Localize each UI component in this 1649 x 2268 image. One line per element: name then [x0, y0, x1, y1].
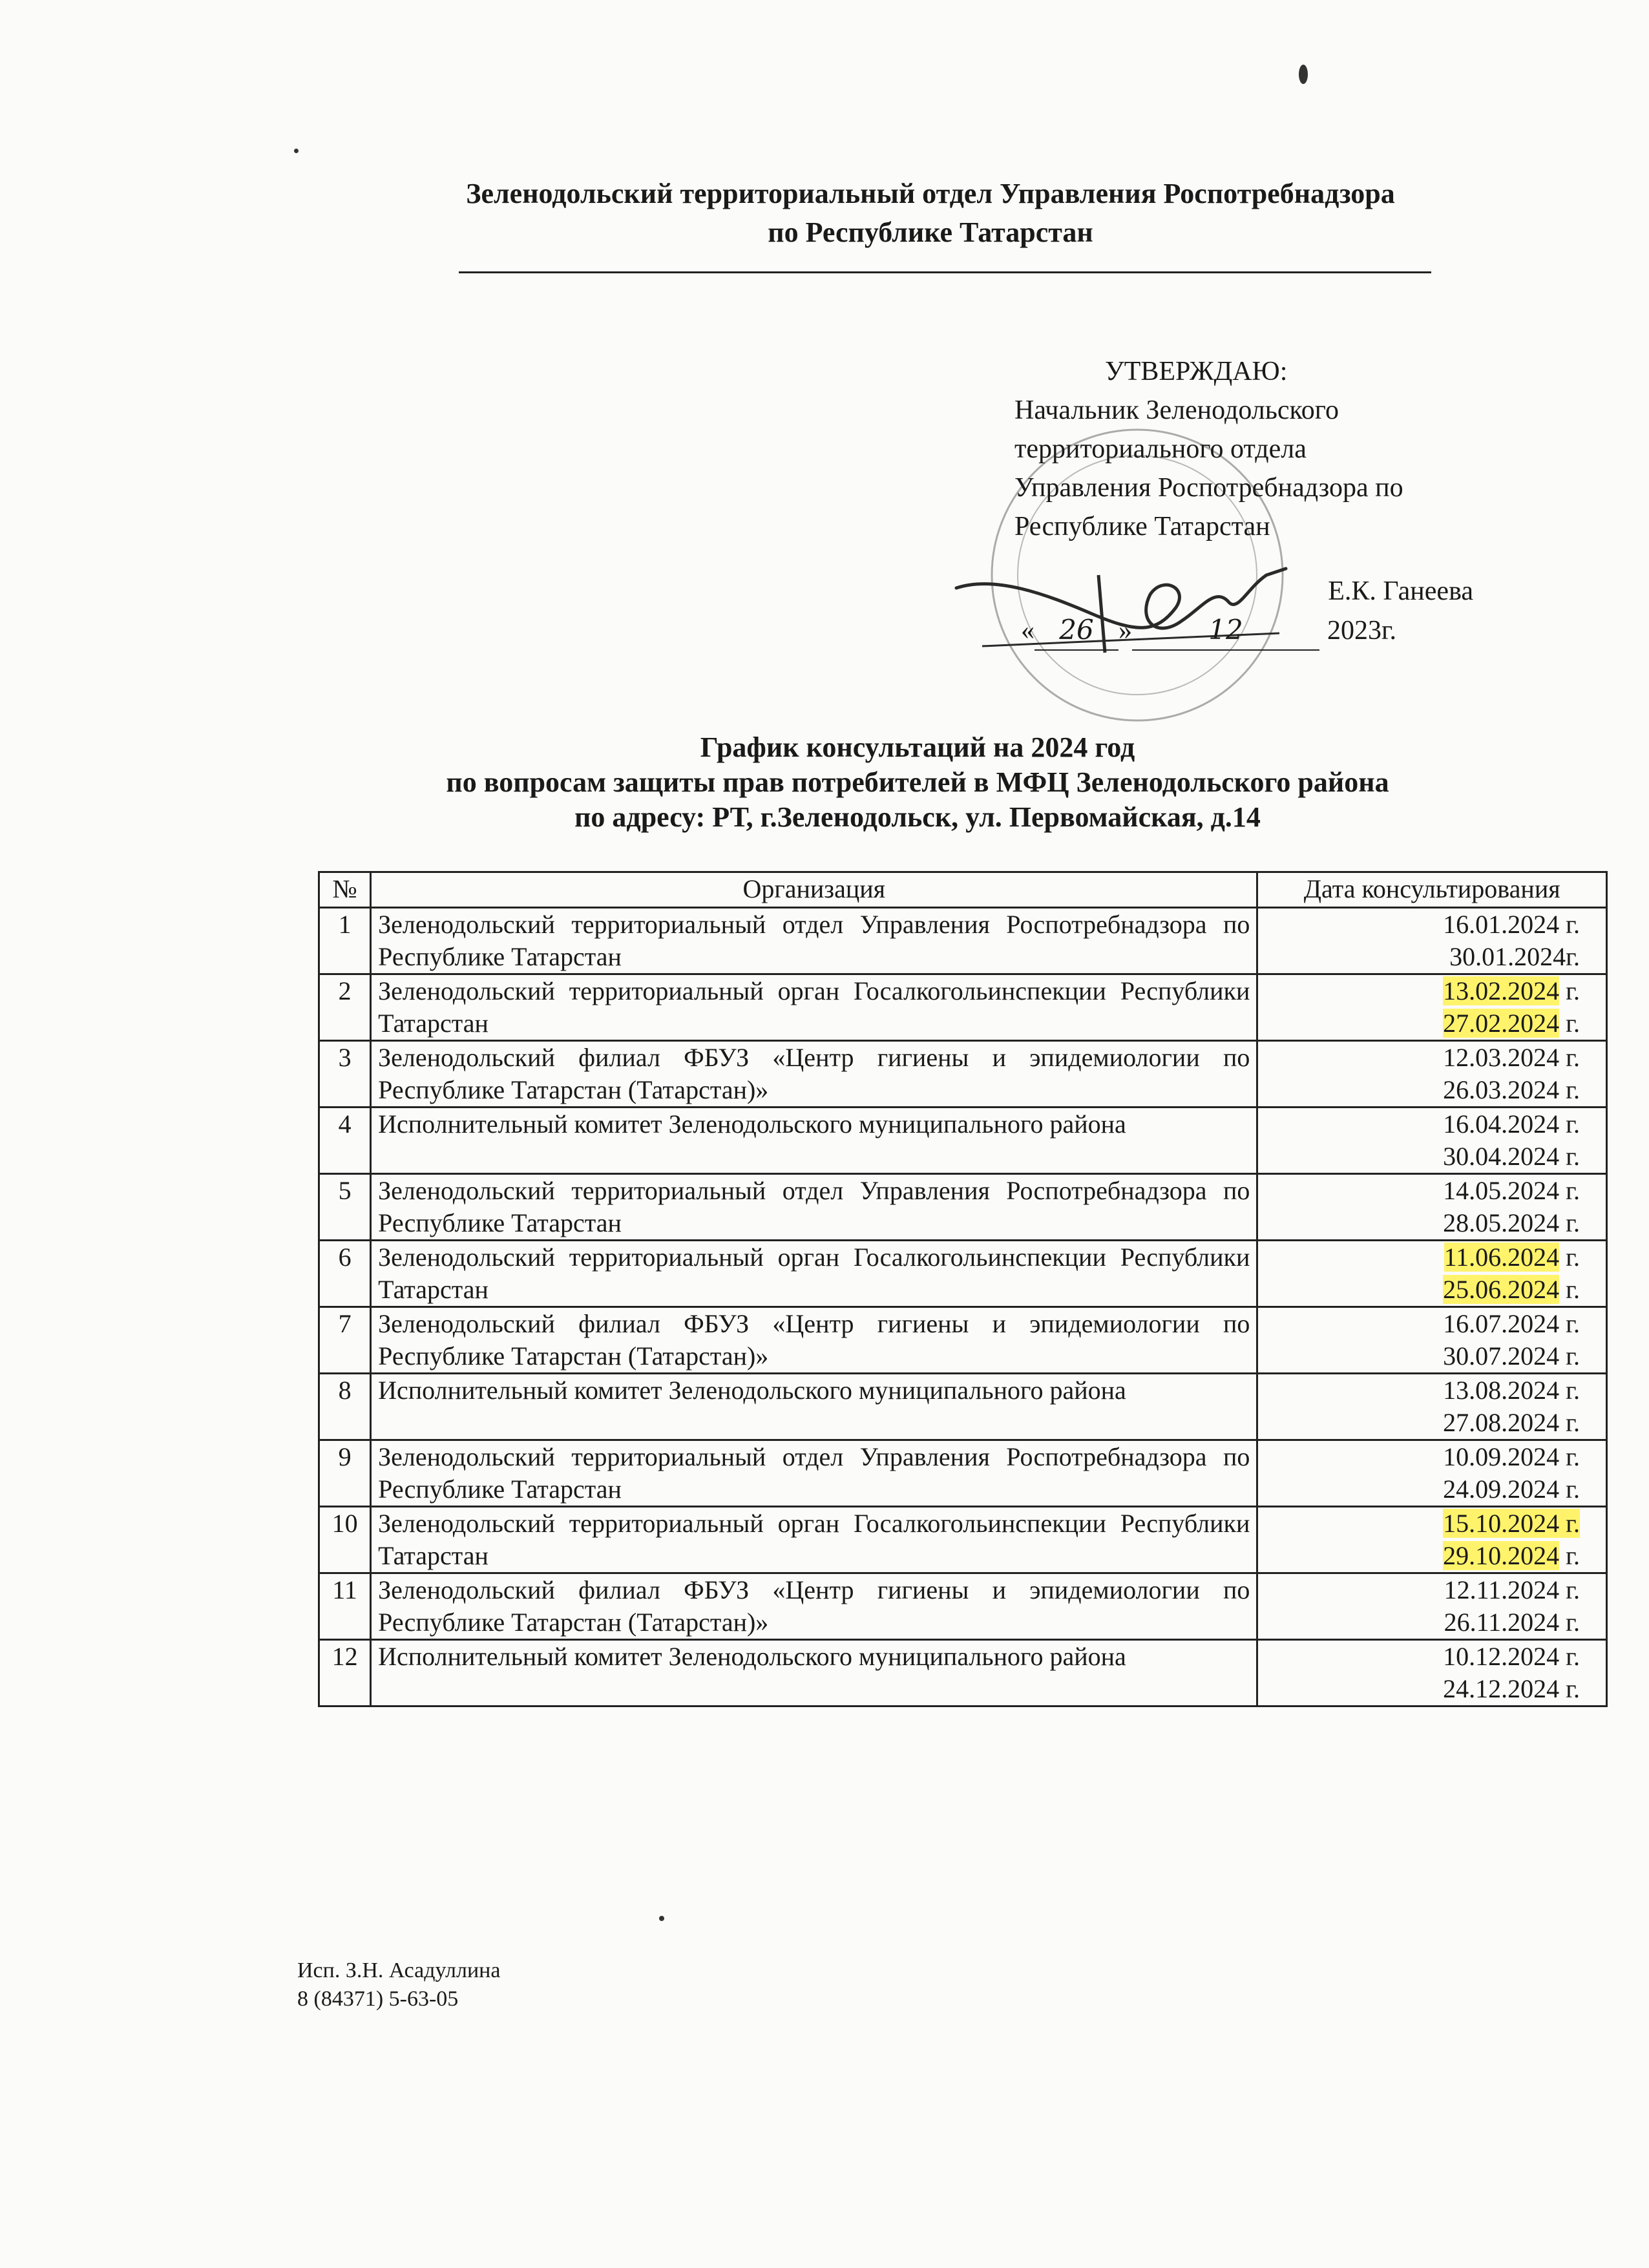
executor-footer: [297, 1957, 750, 2013]
date-value: 14.05.2024 г.: [1443, 1176, 1580, 1205]
date-close-quote: »: [1119, 616, 1132, 646]
header-organization: [414, 174, 1447, 252]
consultation-date: [1265, 1207, 1580, 1239]
table-row: [319, 1640, 1607, 1706]
table-row: [319, 908, 1607, 974]
date-suffix: г.: [1559, 1243, 1580, 1272]
title-line2: по вопросам защиты прав потребителей в МФЦ Зеленодольского района: [446, 766, 1389, 798]
date-value: 16.07.2024 г.: [1443, 1309, 1580, 1338]
consultation-date: [1265, 1473, 1580, 1506]
date-value: 26.03.2024 г.: [1443, 1075, 1580, 1104]
row-number: 12: [319, 1640, 371, 1706]
date-suffix: г.: [1559, 976, 1580, 1005]
row-organization: Зеленодольский филиал ФБУЗ «Центр гигиены и эпидемиологии по Республике Татарстан (Татарстан)»: [371, 1041, 1257, 1108]
date-value: 12.11.2024 г.: [1444, 1575, 1580, 1604]
row-organization: Исполнительный комитет Зеленодольского муниципального района: [371, 1374, 1257, 1440]
table-row: [319, 1108, 1607, 1174]
row-number: 10: [319, 1507, 371, 1573]
row-number: 4: [319, 1108, 371, 1174]
row-number: 7: [319, 1307, 371, 1374]
table-row: [319, 1241, 1607, 1307]
consultation-date: [1265, 1574, 1580, 1606]
scan-speck: [294, 149, 299, 153]
date-value: 30.01.2024г.: [1449, 942, 1580, 971]
executor-name: Исп. З.Н. Асадуллина: [297, 1958, 501, 1982]
consultation-date: [1265, 1673, 1580, 1705]
document-title: [297, 730, 1538, 835]
date-value: 25.06.2024: [1443, 1275, 1560, 1304]
date-value: 11.06.2024: [1444, 1243, 1560, 1272]
consultation-schedule-table: [318, 871, 1608, 1707]
consultation-date: [1265, 1007, 1580, 1040]
date-value: 27.08.2024 г.: [1443, 1408, 1580, 1437]
date-suffix: г.: [1559, 1541, 1580, 1570]
row-organization: Зеленодольский территориальный орган Госалкогольинспекции Республики Татарстан: [371, 1241, 1257, 1307]
row-organization: Зеленодольский территориальный орган Госалкогольинспекции Республики Татарстан: [371, 1507, 1257, 1573]
consultation-date: [1265, 1507, 1580, 1540]
date-value: 12.03.2024 г.: [1443, 1043, 1580, 1072]
executor-phone: 8 (84371) 5-63-05: [297, 1987, 459, 2011]
row-dates: [1257, 1507, 1607, 1573]
consultation-date: [1265, 1441, 1580, 1473]
table-row: [319, 1507, 1607, 1573]
date-day: 26: [1035, 611, 1119, 651]
row-number: 8: [319, 1374, 371, 1440]
date-value: 30.07.2024 г.: [1443, 1341, 1580, 1370]
date-value: 28.05.2024 г.: [1443, 1208, 1580, 1237]
row-dates: [1257, 1174, 1607, 1241]
consultation-date: [1265, 1641, 1580, 1673]
consultation-date: [1265, 1374, 1580, 1407]
row-number: 1: [319, 908, 371, 974]
date-value: 10.12.2024 г.: [1443, 1642, 1580, 1671]
consultation-date: [1265, 1340, 1580, 1372]
row-dates: [1257, 974, 1607, 1041]
row-organization: Исполнительный комитет Зеленодольского муниципального района: [371, 1108, 1257, 1174]
scan-speck: [1299, 65, 1308, 84]
row-dates: [1257, 908, 1607, 974]
row-dates: [1257, 1307, 1607, 1374]
row-dates: [1257, 1374, 1607, 1440]
table-row: [319, 1307, 1607, 1374]
consultation-date: [1265, 1042, 1580, 1074]
row-number: 5: [319, 1174, 371, 1241]
row-organization: Зеленодольский территориальный отдел Управления Роспотребнадзора по Республике Татарстан: [371, 908, 1257, 974]
consultation-date: [1265, 1140, 1580, 1173]
row-dates: [1257, 1440, 1607, 1507]
table-row: [319, 1573, 1607, 1640]
date-value: 13.08.2024 г.: [1443, 1376, 1580, 1405]
scan-speck: [659, 1916, 664, 1921]
date-value: 27.02.2024: [1443, 1009, 1560, 1038]
table-row: [319, 1041, 1607, 1108]
row-organization: Зеленодольский территориальный отдел Управления Роспотребнадзора по Республике Татарстан: [371, 1440, 1257, 1507]
approval-title: УТВЕРЖДАЮ:: [1105, 357, 1288, 386]
consultation-date: [1265, 908, 1580, 941]
header-organization: Организация: [371, 872, 1257, 908]
row-dates: [1257, 1573, 1607, 1640]
consultation-date: [1265, 941, 1580, 973]
date-value: 24.12.2024 г.: [1443, 1674, 1580, 1703]
table-row: [319, 1440, 1607, 1507]
approval-line: территориального отдела: [1014, 434, 1307, 464]
row-organization: Зеленодольский территориальный отдел Управления Роспотребнадзора по Республике Татарстан: [371, 1174, 1257, 1241]
signature-row: [1014, 572, 1493, 611]
header-org-line1: Зеленодольский территориальный отдел Управления Роспотребнадзора: [466, 178, 1395, 209]
consultation-date: [1265, 1074, 1580, 1106]
row-organization: Зеленодольский филиал ФБУЗ «Центр гигиены и эпидемиологии по Республике Татарстан (Татарстан)»: [371, 1307, 1257, 1374]
header-number: №: [319, 872, 371, 908]
header-date: Дата консультирования: [1257, 872, 1607, 908]
date-value: 16.04.2024 г.: [1443, 1109, 1580, 1139]
row-number: 3: [319, 1041, 371, 1108]
table-body: [319, 908, 1607, 1706]
table-row: [319, 1374, 1607, 1440]
approval-date: [1021, 611, 1493, 651]
row-dates: [1257, 1041, 1607, 1108]
consultation-date: [1265, 1606, 1580, 1639]
date-value: 13.02.2024: [1443, 976, 1560, 1005]
approval-block: [1014, 352, 1493, 651]
consultation-date: [1265, 1308, 1580, 1340]
date-suffix: г.: [1559, 1275, 1580, 1304]
consultation-date: [1265, 1241, 1580, 1274]
date-value: 16.01.2024 г.: [1443, 910, 1580, 939]
header-org-line2: по Республике Татарстан: [768, 216, 1093, 248]
consultation-date: [1265, 975, 1580, 1007]
approval-line: Управления Роспотребнадзора по: [1014, 473, 1403, 503]
row-number: 9: [319, 1440, 371, 1507]
signatory-name: Е.К. Ганеева: [1328, 576, 1473, 606]
consultation-date: [1265, 1274, 1580, 1306]
date-month: 12: [1132, 611, 1319, 651]
date-value: 15.10.2024 г.: [1443, 1509, 1580, 1538]
row-organization: Зеленодольский филиал ФБУЗ «Центр гигиены и эпидемиологии по Республике Татарстан (Татарстан)»: [371, 1573, 1257, 1640]
date-suffix: г.: [1559, 1009, 1580, 1038]
date-value: 26.11.2024 г.: [1444, 1608, 1580, 1637]
consultation-date: [1265, 1407, 1580, 1439]
row-dates: [1257, 1640, 1607, 1706]
date-year: 2023г.: [1327, 616, 1396, 646]
title-line3: по адресу: РТ, г.Зеленодольск, ул. Первомайская, д.14: [574, 801, 1261, 833]
row-number: 2: [319, 974, 371, 1041]
approval-line: Начальник Зеленодольского: [1014, 395, 1339, 425]
row-organization: Зеленодольский территориальный орган Госалкогольинспекции Республики Татарстан: [371, 974, 1257, 1041]
table-row: [319, 974, 1607, 1041]
approval-line: Республике Татарстан: [1014, 512, 1270, 541]
date-open-quote: «: [1021, 616, 1035, 646]
consultation-date: [1265, 1175, 1580, 1207]
date-value: 29.10.2024: [1443, 1541, 1560, 1570]
title-line1: График консультаций на 2024 год: [700, 731, 1135, 763]
date-value: 30.04.2024 г.: [1443, 1142, 1580, 1171]
row-dates: [1257, 1241, 1607, 1307]
row-number: 11: [319, 1573, 371, 1640]
table-row: [319, 1174, 1607, 1241]
date-value: 10.09.2024 г.: [1443, 1442, 1580, 1471]
row-number: 6: [319, 1241, 371, 1307]
row-organization: Исполнительный комитет Зеленодольского муниципального района: [371, 1640, 1257, 1706]
date-value: 24.09.2024 г.: [1443, 1475, 1580, 1504]
row-dates: [1257, 1108, 1607, 1174]
consultation-date: [1265, 1108, 1580, 1140]
header-divider: [459, 271, 1431, 273]
table-header-row: [319, 872, 1607, 908]
consultation-date: [1265, 1540, 1580, 1572]
